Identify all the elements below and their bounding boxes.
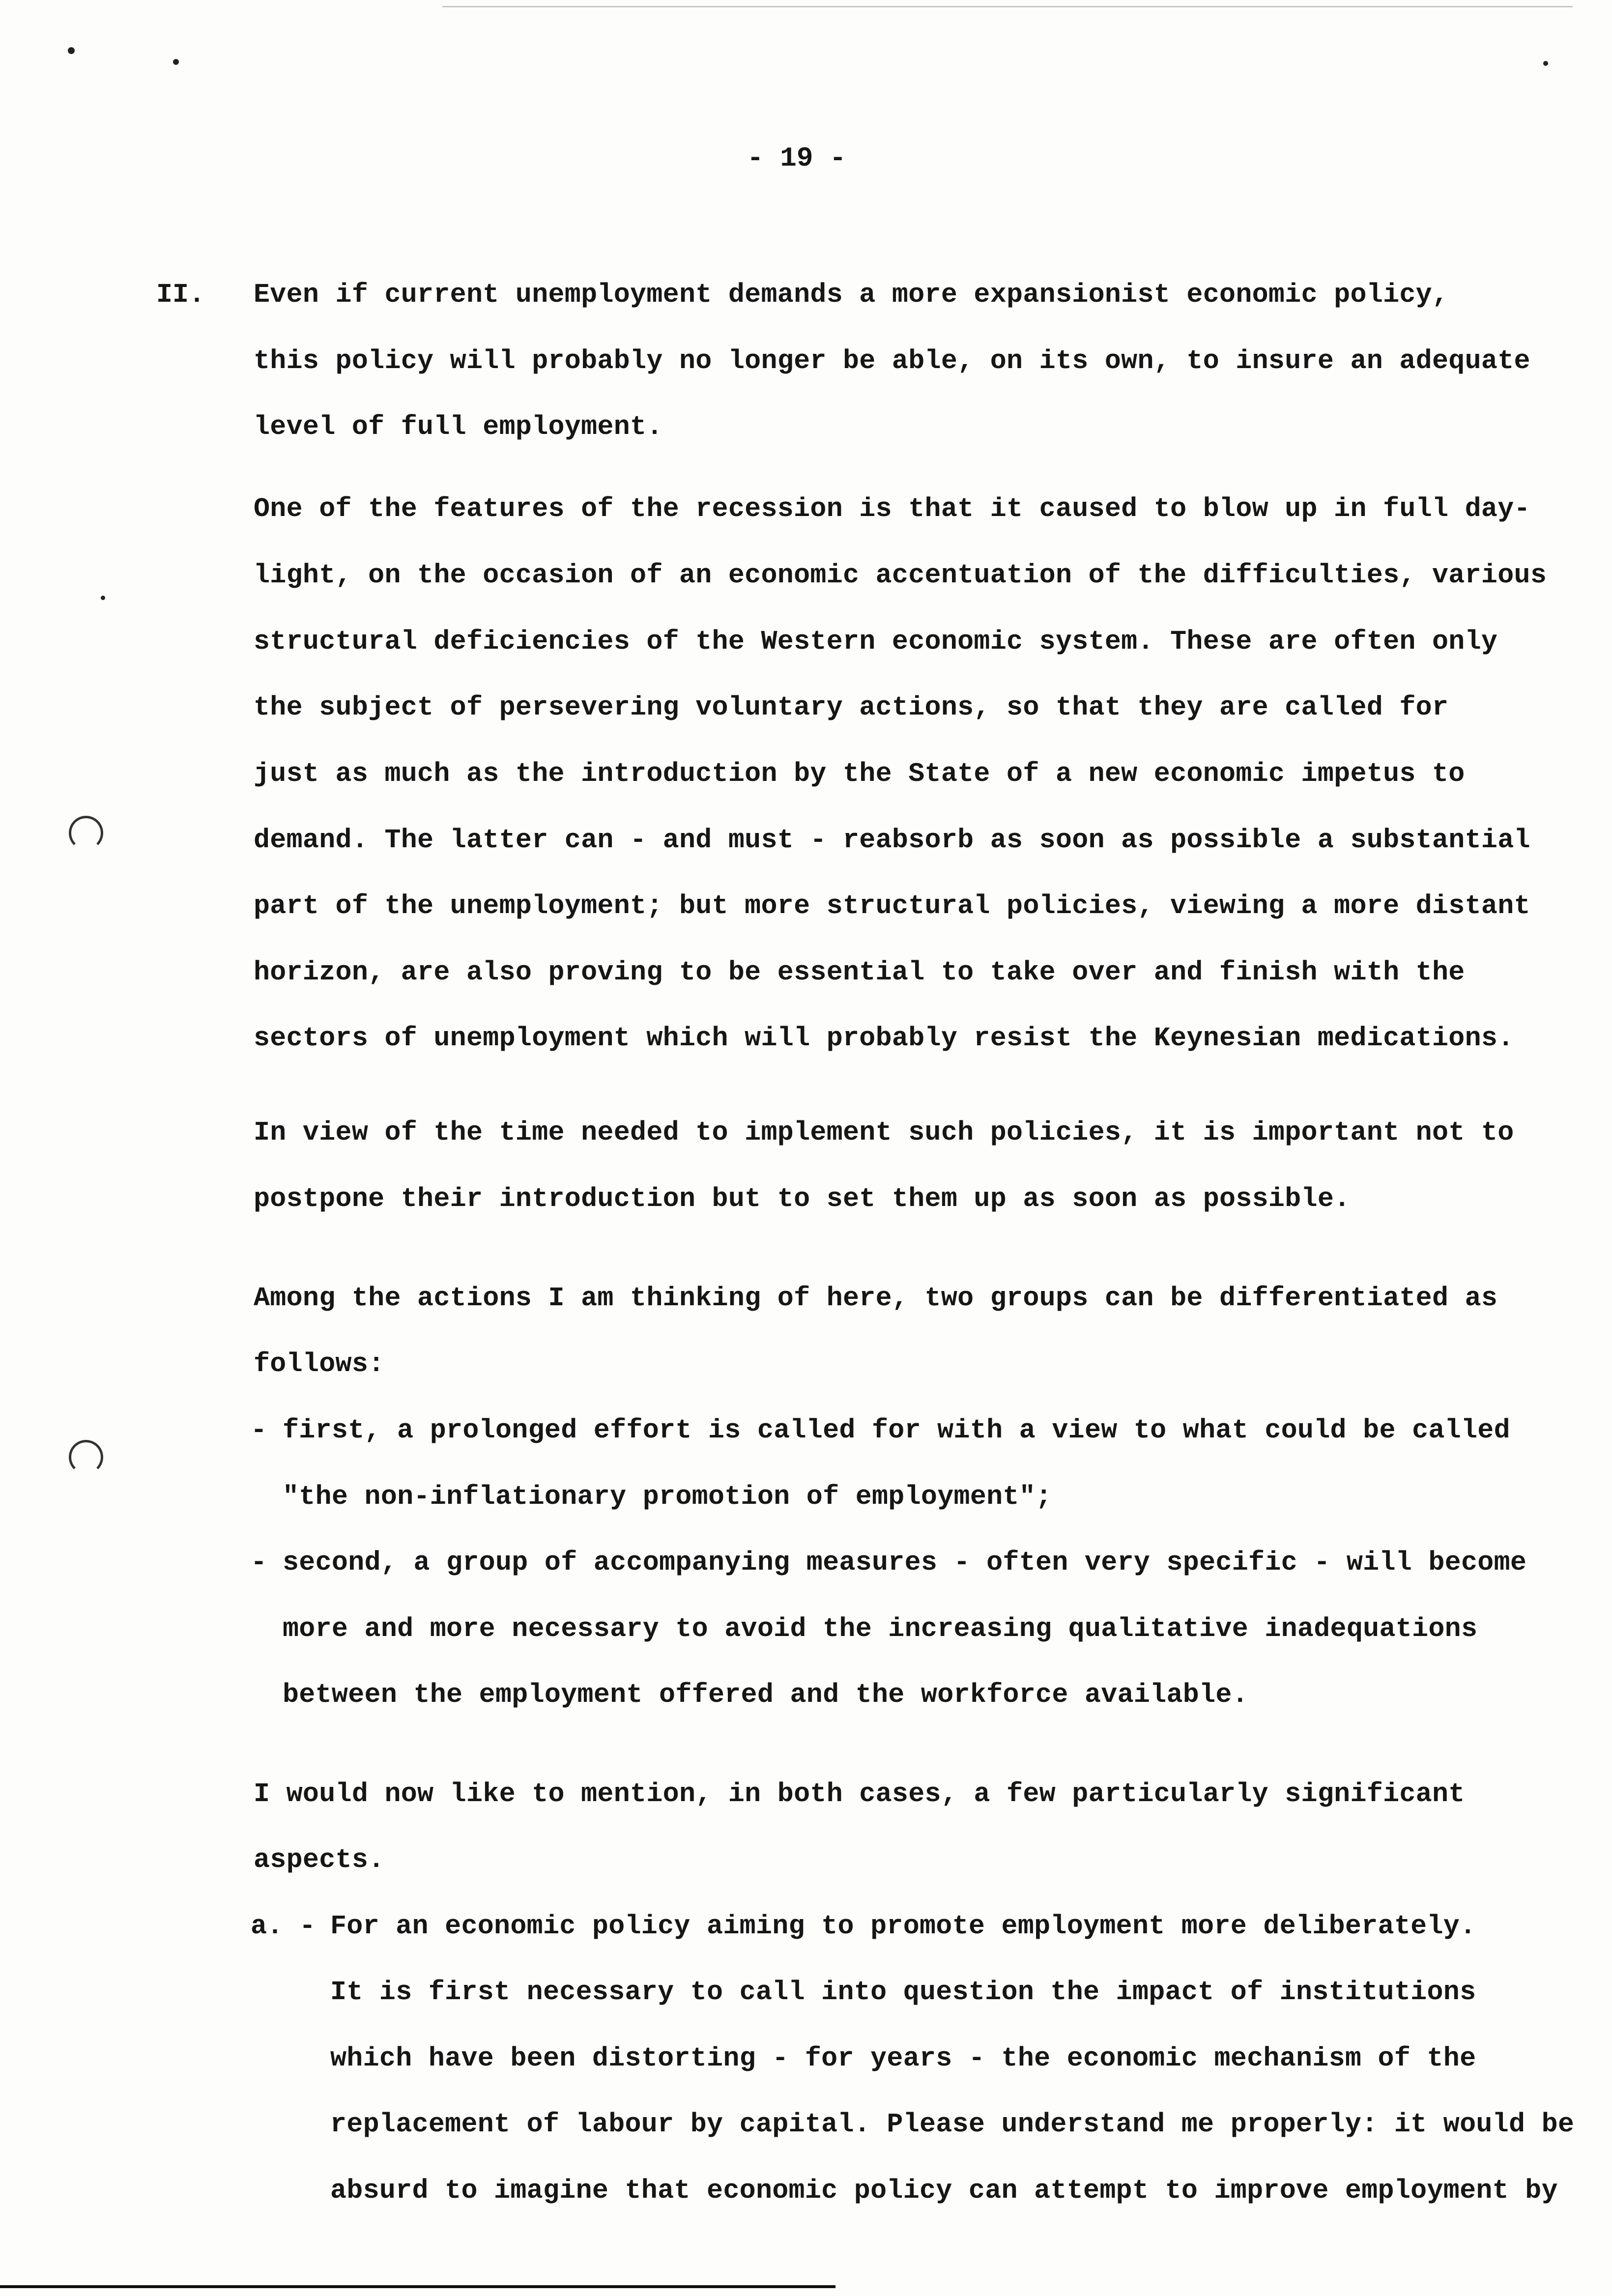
section-label: II.: [156, 279, 205, 310]
text-line: One of the features of the recession is that it caused to blow up in full day-: [254, 493, 1530, 524]
punch-hole-upper: [69, 816, 103, 850]
scan-speck: [173, 59, 179, 65]
text-line: the subject of persevering voluntary actions, so that they are called for: [254, 692, 1449, 723]
bullet-line: "the non-inflationary promotion of employment";: [283, 1481, 1052, 1512]
scan-top-edge: [442, 6, 1573, 7]
text-line: Even if current unemployment demands a more expansionist economic policy,: [254, 279, 1449, 310]
scan-bottom-edge: [0, 2285, 835, 2288]
bullet-marker: -: [251, 1547, 267, 1578]
text-line: structural deficiencies of the Western economic system. These are often only: [254, 626, 1498, 657]
text-line: postpone their introduction but to set them up as soon as possible.: [254, 1183, 1351, 1214]
text-line: sectors of unemployment which will probably resist the Keynesian medications.: [254, 1023, 1514, 1054]
scan-speck: [68, 47, 75, 54]
item-a-line: which have been distorting - for years - the economic mechanism of the: [330, 2043, 1476, 2074]
item-a-line: It is first necessary to call into question the impact of institutions: [330, 1977, 1476, 2008]
text-line: follows:: [254, 1349, 385, 1379]
bullet-line: between the employment offered and the workforce available.: [283, 1679, 1249, 1710]
item-a-marker: a. -: [251, 1911, 316, 1942]
text-line: light, on the occasion of an economic accentuation of the difficulties, various: [254, 560, 1547, 591]
scan-speck: [101, 596, 105, 600]
text-line: part of the unemployment; but more structural policies, viewing a more distant: [254, 890, 1530, 921]
text-line: aspects.: [254, 1844, 385, 1875]
bullet-line: first, a prolonged effort is called for with a view to what could be called: [283, 1415, 1510, 1446]
text-line: I would now like to mention, in both cases, a few particularly significant: [254, 1779, 1465, 1809]
text-line: In view of the time needed to implement such policies, it is important not to: [254, 1117, 1514, 1148]
item-a-line: absurd to imagine that economic policy can attempt to improve employment by: [330, 2175, 1558, 2206]
text-line: Among the actions I am thinking of here, two groups can be differentiated as: [254, 1283, 1498, 1314]
text-line: demand. The latter can - and must - reabsorb as soon as possible a substantial: [254, 825, 1530, 856]
text-line: just as much as the introduction by the State of a new economic impetus to: [254, 758, 1465, 789]
punch-hole-lower: [69, 1440, 103, 1474]
text-line: horizon, are also proving to be essential to take over and finish with the: [254, 957, 1465, 988]
bullet-line: second, a group of accompanying measures - often very specific - will become: [283, 1547, 1527, 1578]
item-a-line: For an economic policy aiming to promote employment more deliberately.: [330, 1911, 1476, 1942]
page-number: - 19 -: [747, 143, 846, 174]
scan-speck: [1543, 61, 1548, 66]
bullet-marker: -: [251, 1415, 267, 1446]
item-a-line: replacement of labour by capital. Please understand me properly: it would be: [330, 2109, 1575, 2140]
text-line: this policy will probably no longer be able, on its own, to insure an adequate: [254, 345, 1530, 376]
bullet-line: more and more necessary to avoid the increasing qualitative inadequations: [283, 1613, 1478, 1644]
text-line: level of full employment.: [254, 411, 663, 442]
